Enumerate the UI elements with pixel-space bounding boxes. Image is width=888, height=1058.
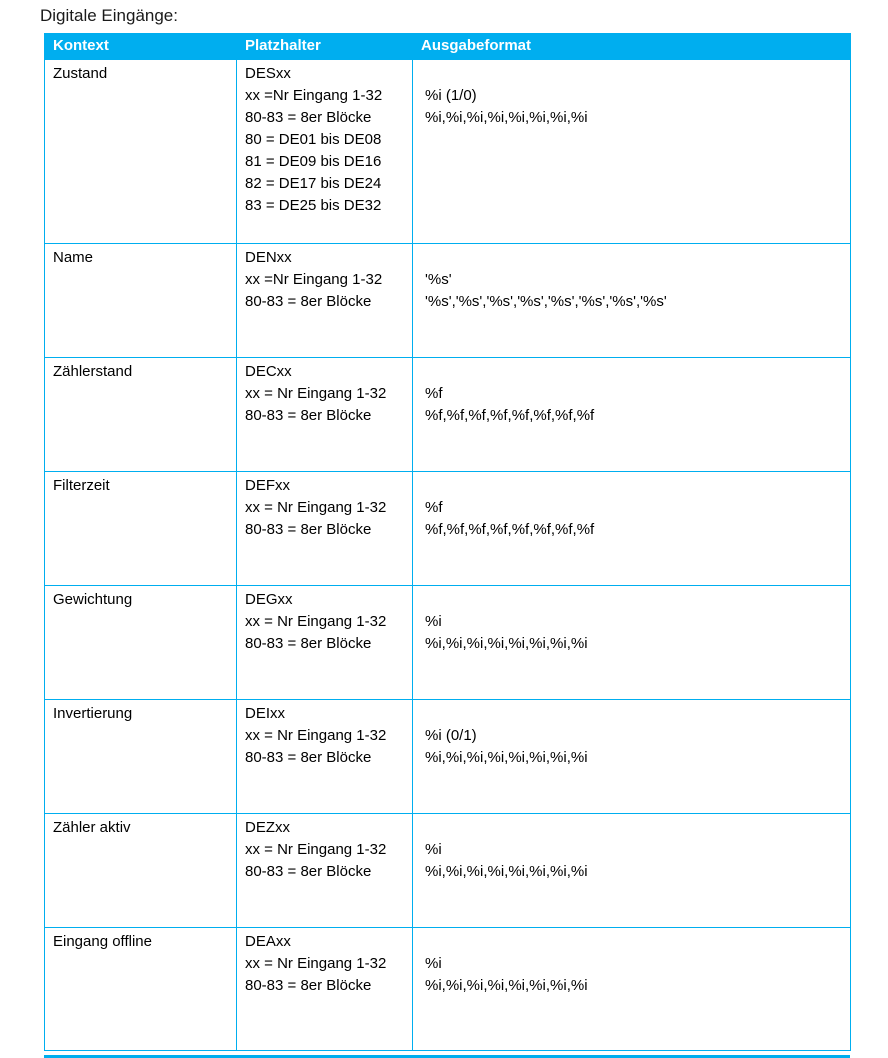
cell-platzhalter-line: xx = Nr Eingang 1-32 bbox=[245, 727, 387, 744]
cell-platzhalter bbox=[237, 60, 413, 244]
cell-platzhalter-line: xx = Nr Eingang 1-32 bbox=[245, 841, 387, 858]
cell-platzhalter-line: xx = Nr Eingang 1-32 bbox=[245, 613, 387, 630]
cell-ausgabeformat-line: %i (0/1) bbox=[425, 727, 477, 744]
cell-platzhalter bbox=[237, 586, 413, 700]
cell-ausgabeformat-line: %f bbox=[425, 385, 443, 402]
cell-ausgabeformat-line: '%s','%s','%s','%s','%s','%s','%s','%s' bbox=[425, 293, 667, 310]
cell-ausgabeformat bbox=[413, 358, 851, 472]
cell-platzhalter-line: 80-83 = 8er Blöcke bbox=[245, 749, 372, 766]
cell-kontext-line: Gewichtung bbox=[53, 591, 133, 608]
cell-ausgabeformat bbox=[413, 814, 851, 928]
cell-platzhalter-line: 80-83 = 8er Blöcke bbox=[245, 977, 372, 994]
cell-ausgabeformat-line: %f,%f,%f,%f,%f,%f,%f,%f bbox=[425, 407, 595, 424]
cell-platzhalter bbox=[237, 244, 413, 358]
cell-platzhalter-line: 81 = DE09 bis DE16 bbox=[245, 153, 382, 170]
cell-ausgabeformat-line: %i,%i,%i,%i,%i,%i,%i,%i bbox=[425, 635, 588, 652]
table-row bbox=[45, 700, 851, 814]
cell-platzhalter-line: xx =Nr Eingang 1-32 bbox=[245, 271, 383, 288]
cell-kontext bbox=[45, 244, 237, 358]
cell-ausgabeformat bbox=[413, 472, 851, 586]
cell-platzhalter-line: DESxx bbox=[245, 65, 291, 82]
cell-kontext bbox=[45, 700, 237, 814]
cell-platzhalter-line: xx =Nr Eingang 1-32 bbox=[245, 87, 383, 104]
cell-ausgabeformat-line: %i (1/0) bbox=[425, 87, 477, 104]
cell-platzhalter-line: DEIxx bbox=[245, 705, 286, 722]
table-row bbox=[45, 586, 851, 700]
cell-kontext-line: Filterzeit bbox=[53, 477, 110, 494]
header-cell-platzhalter: Platzhalter bbox=[237, 34, 413, 60]
cell-platzhalter-line: xx = Nr Eingang 1-32 bbox=[245, 499, 387, 516]
cell-kontext-line: Name bbox=[53, 249, 94, 266]
cell-platzhalter-line: xx = Nr Eingang 1-32 bbox=[245, 385, 387, 402]
cell-ausgabeformat-line: %i bbox=[425, 955, 442, 972]
cell-ausgabeformat-line: %i bbox=[425, 613, 442, 630]
cell-platzhalter bbox=[237, 814, 413, 928]
cell-platzhalter bbox=[237, 472, 413, 586]
cell-kontext-line: Zählerstand bbox=[53, 363, 133, 380]
cell-ausgabeformat-line: %i,%i,%i,%i,%i,%i,%i,%i bbox=[425, 749, 588, 766]
cell-kontext bbox=[45, 928, 237, 1051]
page-title: Digitale Eingänge: bbox=[40, 6, 178, 25]
cell-kontext bbox=[45, 472, 237, 586]
header-cell-ausgabeformat: Ausgabeformat bbox=[413, 34, 851, 60]
cell-platzhalter-line: 80-83 = 8er Blöcke bbox=[245, 407, 372, 424]
cell-ausgabeformat bbox=[413, 60, 851, 244]
cell-platzhalter-line: 80-83 = 8er Blöcke bbox=[245, 293, 372, 310]
table-row bbox=[45, 814, 851, 928]
cell-kontext bbox=[45, 60, 237, 244]
cell-ausgabeformat-line: '%s' bbox=[425, 271, 452, 288]
cell-kontext-line: Zustand bbox=[53, 65, 108, 82]
table-row bbox=[45, 472, 851, 586]
cell-platzhalter-line: 80-83 = 8er Blöcke bbox=[245, 109, 372, 126]
cell-platzhalter bbox=[237, 700, 413, 814]
cell-ausgabeformat bbox=[413, 700, 851, 814]
cell-ausgabeformat-line: %i bbox=[425, 841, 442, 858]
digital-inputs-table bbox=[44, 33, 851, 1051]
cell-kontext-line: Invertierung bbox=[53, 705, 133, 722]
cell-platzhalter bbox=[237, 358, 413, 472]
cell-ausgabeformat-line: %i,%i,%i,%i,%i,%i,%i,%i bbox=[425, 977, 588, 994]
cell-platzhalter-line: DEAxx bbox=[245, 933, 291, 950]
cell-ausgabeformat-line: %f,%f,%f,%f,%f,%f,%f,%f bbox=[425, 521, 595, 538]
cell-platzhalter-line: DEFxx bbox=[245, 477, 290, 494]
cell-platzhalter-line: DEZxx bbox=[245, 819, 290, 836]
cell-platzhalter-line: 80-83 = 8er Blöcke bbox=[245, 521, 372, 538]
cell-ausgabeformat-line: %i,%i,%i,%i,%i,%i,%i,%i bbox=[425, 109, 588, 126]
cell-ausgabeformat bbox=[413, 928, 851, 1051]
table-header-row bbox=[45, 34, 851, 60]
table-body bbox=[45, 60, 851, 1051]
table-row bbox=[45, 928, 851, 1051]
header-cell-kontext: Kontext bbox=[45, 34, 237, 60]
cell-ausgabeformat bbox=[413, 586, 851, 700]
cell-platzhalter bbox=[237, 928, 413, 1051]
cell-kontext bbox=[45, 358, 237, 472]
cell-ausgabeformat bbox=[413, 244, 851, 358]
cell-ausgabeformat-line: %i,%i,%i,%i,%i,%i,%i,%i bbox=[425, 863, 588, 880]
table-row bbox=[45, 60, 851, 244]
cell-kontext bbox=[45, 814, 237, 928]
cell-platzhalter-line: xx = Nr Eingang 1-32 bbox=[245, 955, 387, 972]
cell-platzhalter-line: 80-83 = 8er Blöcke bbox=[245, 635, 372, 652]
cell-platzhalter-line: DECxx bbox=[245, 363, 292, 380]
cell-platzhalter-line: DENxx bbox=[245, 249, 292, 266]
table-row bbox=[45, 358, 851, 472]
cell-platzhalter-line: 83 = DE25 bis DE32 bbox=[245, 197, 382, 214]
cell-platzhalter-line: 82 = DE17 bis DE24 bbox=[245, 175, 382, 192]
cell-platzhalter-line: 80-83 = 8er Blöcke bbox=[245, 863, 372, 880]
cell-platzhalter-line: DEGxx bbox=[245, 591, 293, 608]
table-row bbox=[45, 244, 851, 358]
cell-kontext-line: Eingang offline bbox=[53, 933, 152, 950]
cell-kontext-line: Zähler aktiv bbox=[53, 819, 131, 836]
cell-ausgabeformat-line: %f bbox=[425, 499, 443, 516]
cell-kontext bbox=[45, 586, 237, 700]
cell-platzhalter-line: 80 = DE01 bis DE08 bbox=[245, 131, 382, 148]
